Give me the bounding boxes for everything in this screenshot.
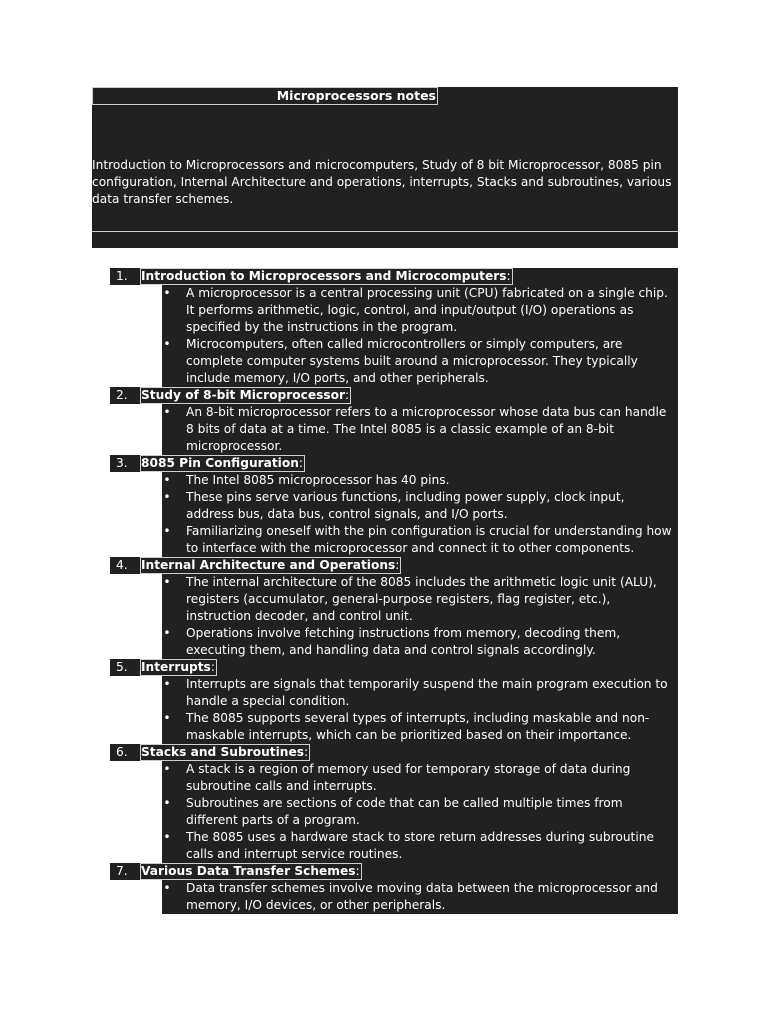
topic-heading [110,659,678,676]
topic-heading-text: Internal Architecture and Operations [141,558,396,572]
bullet-item: • An 8-bit microprocessor refers to a microprocessor whose data bus can handle 8 bits of data at a time. The Intel 8085 is a classic example of an 8-bit microprocessor. [162,404,678,455]
topic-number: 6. [116,745,128,759]
bullet-item: • Operations involve fetching instructions from memory, decoding them, executing them, and handling data and control signals accordingly. [162,625,678,659]
topic-heading-box [140,268,513,285]
heading-colon: : [303,745,309,759]
topic-heading [110,557,678,574]
topic-heading-box [140,744,310,761]
topic-heading-text: 8085 Pin Configuration [141,456,299,470]
topic-heading-text: Study of 8-bit Microprocessor [141,388,346,402]
bullet-list [162,880,678,914]
bullet-list [162,574,678,659]
topic-heading-box [140,387,351,404]
topic-heading [110,455,678,472]
topic-heading-text: Various Data Transfer Schemes [141,864,356,878]
topic-heading [110,744,678,761]
topic-number: 2. [116,388,128,402]
topic-list [110,268,678,914]
topic-heading-box [140,455,305,472]
bullet-item: • The internal architecture of the 8085 includes the arithmetic logic unit (ALU), registers (accumulator, general-purpose registers, flag register, etc.), instruction decoder, and control unit. [162,574,678,625]
topic-number: 3. [116,456,128,470]
topic-heading [110,268,678,285]
bullet-list [162,404,678,455]
bullet-item: • Microcomputers, often called microcontrollers or simply computers, are complete computer systems built around a microprocessor. They typically include memory, I/O ports, and other peripherals. [162,336,678,387]
bullet-item: • Subroutines are sections of code that can be called multiple times from different parts of a program. [162,795,678,829]
bullet-list [162,676,678,744]
intro-block [92,87,678,248]
topic-heading-box [140,659,217,676]
bullet-item: • The 8085 uses a hardware stack to store return addresses during subroutine calls and interrupt service routines. [162,829,678,863]
heading-colon: : [298,456,304,470]
heading-colon: : [506,269,511,283]
bullet-item: • Data transfer schemes involve moving data between the microprocessor and memory, I/O devices, or other peripherals. [162,880,678,914]
bullet-item: • Familiarizing oneself with the pin configuration is crucial for understanding how to interface with the microprocessor and connect it to other components. [162,523,678,557]
bullet-item: • The 8085 supports several types of interrupts, including maskable and non-maskable interrupts, which can be prioritized based on their importance. [162,710,678,744]
topic-number: 5. [116,660,128,674]
bullet-item: • The Intel 8085 microprocessor has 40 pins. [162,472,678,489]
bullet-item: • A stack is a region of memory used for temporary storage of data during subroutine calls and interrupts. [162,761,678,795]
bullet-item: • A microprocessor is a central processing unit (CPU) fabricated on a single chip. It performs arithmetic, logic, control, and input/output (I/O) operations as specified by the instructions in the program. [162,285,678,336]
heading-colon: : [355,864,360,878]
topic-number: 1. [116,269,128,283]
document-title: Microprocessors notes [92,87,438,105]
bullet-list [162,285,678,387]
bullet-list [162,761,678,863]
topic-heading [110,387,678,404]
heading-colon: : [345,388,350,402]
topic-heading-box [140,557,401,574]
topic-heading-text: Introduction to Microprocessors and Microcomputers [141,269,507,283]
topic-heading-text: Interrupts [141,660,211,674]
topic-number: 4. [116,558,128,572]
heading-colon: : [395,558,400,572]
intro-paragraph: Introduction to Microprocessors and microcomputers, Study of 8 bit Microprocessor, 8085 pin configuration, Internal Architecture and operations, interrupts, Stacks and subroutines, various data transfer schemes. [92,158,672,206]
topic-heading [110,863,678,880]
bullet-item: • Interrupts are signals that temporarily suspend the main program execution to handle a special condition. [162,676,678,710]
bullet-item: • These pins serve various functions, including power supply, clock input, address bus, data bus, control signals, and I/O ports. [162,489,678,523]
bullet-list [162,472,678,557]
topic-number: 7. [116,864,128,878]
heading-colon: : [210,660,215,674]
topic-heading-text: Stacks and Subroutines [141,745,304,759]
topic-heading-box [140,863,362,880]
intro-divider [92,231,678,232]
